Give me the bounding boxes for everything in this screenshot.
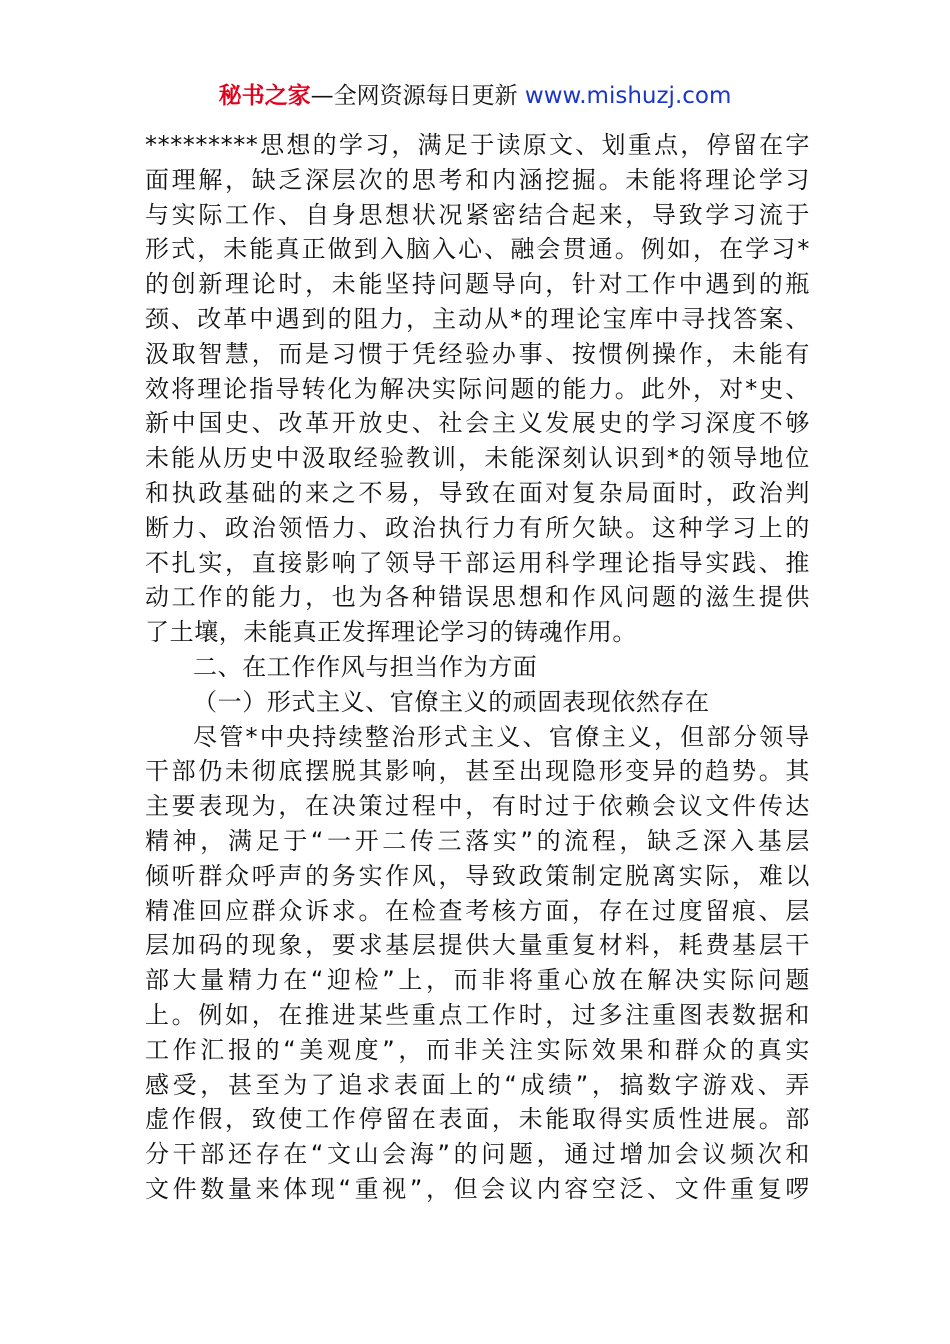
text-line: （一）形式主义、官僚主义的顽固表现依然存在 bbox=[193, 687, 710, 716]
text-line: 精准回应群众诉求。在检查考核方面，存在过度留痕、层 bbox=[145, 896, 810, 925]
text-line: 动工作的能力，也为各种错误思想和作风问题的滋生提供 bbox=[145, 583, 810, 612]
text-line: 感受，甚至为了追求表面上的“成绩”，搞数字游戏、弄 bbox=[145, 1070, 810, 1099]
text-line: 未能从历史中汲取经验教训，未能深刻认识到*的领导地位 bbox=[145, 444, 810, 473]
text-line: 分干部还存在“文山会海”的问题，通过增加会议频次和 bbox=[145, 1140, 810, 1169]
text-line: 和执政基础的来之不易，导致在面对复杂局面时，政治判 bbox=[145, 478, 810, 507]
text-line: 倾听群众呼声的务实作风，导致政策制定脱离实际，难以 bbox=[145, 861, 810, 890]
website-link[interactable]: www.mishuzj.com bbox=[524, 83, 732, 109]
text-line: 形式，未能真正做到入脑入心、融会贯通。例如，在学习* bbox=[145, 235, 810, 264]
text-line: 干部仍未彻底摆脱其影响，甚至出现隐形变异的趋势。其 bbox=[145, 757, 810, 786]
text-line: 与实际工作、自身思想状况紧密结合起来，导致学习流于 bbox=[145, 200, 810, 229]
text-line: 面理解，缺乏深层次的思考和内涵挖掘。未能将理论学习 bbox=[145, 165, 810, 194]
text-line: 汲取智慧，而是习惯于凭经验办事、按惯例操作，未能有 bbox=[145, 339, 810, 368]
header-slogan: —全网资源每日更新 bbox=[310, 83, 525, 109]
page-header bbox=[0, 80, 950, 112]
document-body bbox=[145, 128, 810, 1207]
brand-name: 秘书之家 bbox=[218, 83, 311, 109]
text-line: 了土壤，未能真正发挥理论学习的铸魂作用。 bbox=[145, 618, 637, 647]
text-line: 颈、改革中遇到的阻力，主动从*的理论宝库中寻找答案、 bbox=[145, 304, 810, 333]
text-line: 虚作假，致使工作停留在表面，未能取得实质性进展。部 bbox=[145, 1105, 810, 1134]
text-line: 主要表现为，在决策过程中，有时过于依赖会议文件传达 bbox=[145, 792, 810, 821]
text-line: 二、在工作作风与担当作为方面 bbox=[193, 652, 538, 681]
text-line: 文件数量来体现“重视”，但会议内容空泛、文件重复啰 bbox=[145, 1174, 810, 1203]
text-line: 尽管*中央持续整治形式主义、官僚主义，但部分领导 bbox=[193, 722, 810, 751]
text-line: 上。例如，在推进某些重点工作时，过多注重图表数据和 bbox=[145, 1000, 810, 1029]
text-line: 新中国史、改革开放史、社会主义发展史的学习深度不够 bbox=[145, 409, 810, 438]
text-line: 精神，满足于“一开二传三落实”的流程，缺乏深入基层 bbox=[145, 826, 810, 855]
text-line: 断力、政治领悟力、政治执行力有所欠缺。这种学习上的 bbox=[145, 513, 810, 542]
text-line: 层加码的现象，要求基层提供大量重复材料，耗费基层干 bbox=[145, 931, 810, 960]
text-line: *********思想的学习，满足于读原文、划重点，停留在字 bbox=[145, 131, 810, 159]
text-line: 效将理论指导转化为解决实际问题的能力。此外，对*史、 bbox=[145, 374, 810, 403]
text-line: 部大量精力在“迎检”上，而非将重心放在解决实际问题 bbox=[145, 966, 810, 995]
text-line: 的创新理论时，未能坚持问题导向，针对工作中遇到的瓶 bbox=[145, 270, 810, 299]
text-line: 不扎实，直接影响了领导干部运用科学理论指导实践、推 bbox=[145, 548, 810, 577]
text-line: 工作汇报的“美观度”，而非关注实际效果和群众的真实 bbox=[145, 1035, 810, 1064]
